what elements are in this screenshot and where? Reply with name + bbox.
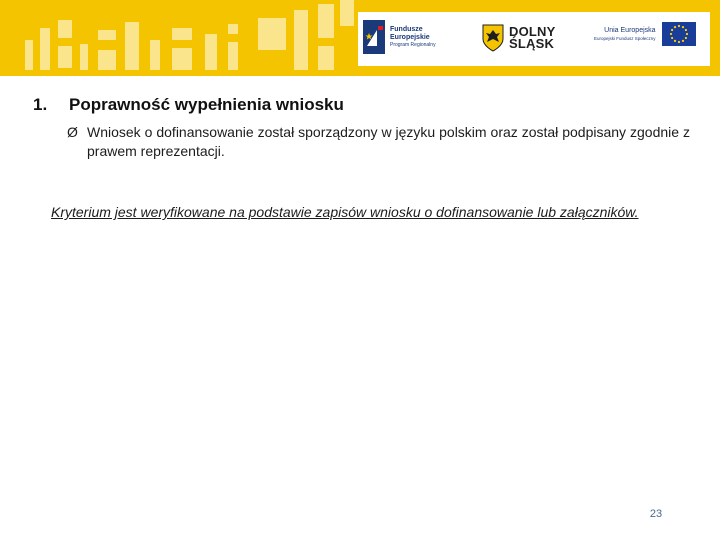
heading-number: 1. xyxy=(33,95,48,114)
partner-logos xyxy=(358,12,710,66)
decorative-pattern xyxy=(0,0,360,76)
page-number: 23 xyxy=(649,508,663,520)
bullet-text: Wniosek o dofinansowanie został sporządzony w języku polskim oraz został podpisany zgodnie z prawem reprezentacji. xyxy=(87,124,690,159)
dolny-slask-logo xyxy=(482,24,556,52)
fundusze-europejskie-logo-icon xyxy=(363,20,385,54)
fundusze-line1: Fundusze xyxy=(390,25,423,33)
header-banner xyxy=(0,0,720,76)
criterion-note: Kryterium jest weryfikowane na podstawie zapisów wniosku o dofinansowanie lub załączników. xyxy=(51,204,639,220)
dolny-slask-line2: ŚLĄSK xyxy=(509,36,555,51)
eu-logo xyxy=(594,22,696,46)
dolny-slask-line1: DOLNY xyxy=(509,24,556,39)
arrow-bullet-icon: Ø xyxy=(67,124,78,140)
heading-text: Poprawność wypełnienia wniosku xyxy=(69,95,344,114)
eu-line1: Unia Europejska xyxy=(604,27,656,34)
fundusze-subtitle: Program Regionalny xyxy=(390,41,436,48)
fundusze-europejskie-logo xyxy=(363,20,436,54)
dolny-slask-eagle-icon xyxy=(482,24,504,52)
bullet-item xyxy=(67,123,690,161)
eu-subtitle: Europejski Fundusz Społeczny xyxy=(594,36,656,41)
eu-flag-icon xyxy=(662,22,696,46)
section-heading xyxy=(33,94,344,116)
fundusze-line2: Europejskie xyxy=(390,33,430,41)
